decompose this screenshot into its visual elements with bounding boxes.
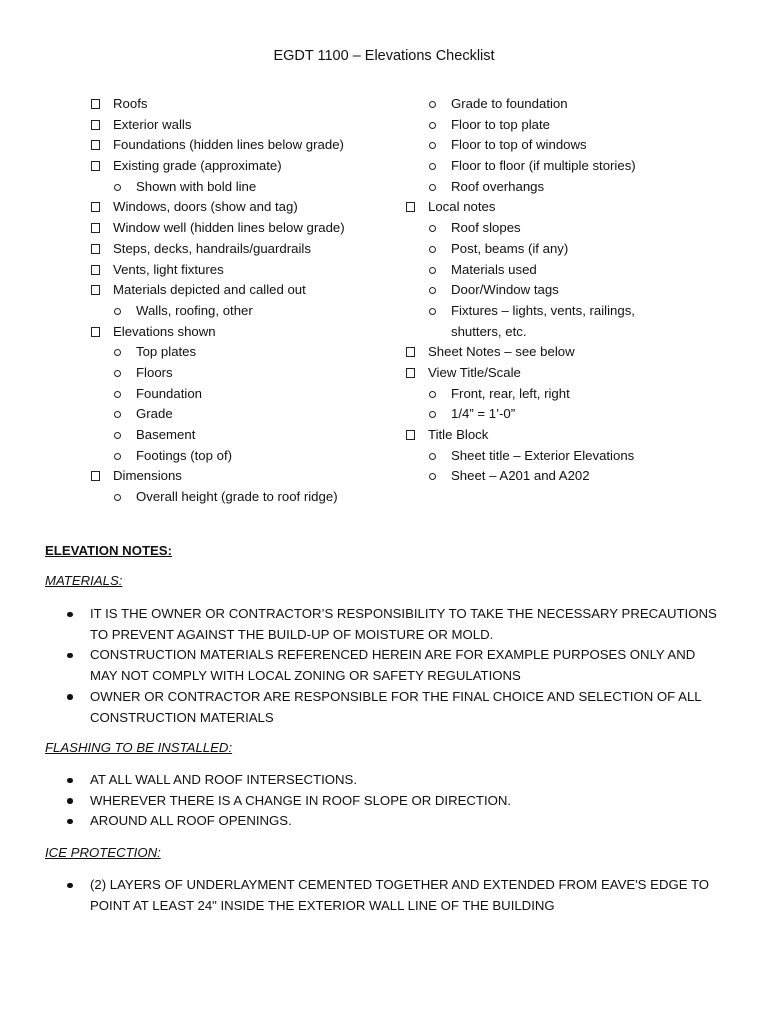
- circle-bullet-icon: [429, 453, 436, 460]
- checkbox-icon[interactable]: [406, 347, 415, 357]
- checklist-item-label: Door/Window tags: [451, 282, 559, 298]
- circle-bullet-icon: [114, 349, 121, 356]
- checklist-subitem: [90, 425, 390, 446]
- checklist-subitem: [405, 466, 705, 487]
- checklist-item[interactable]: [405, 425, 705, 446]
- note-bullet-item: [62, 687, 722, 728]
- circle-bullet-icon: [429, 391, 436, 398]
- circle-bullet-icon: [429, 308, 436, 315]
- bullet-dot-icon: [67, 819, 73, 825]
- checklist-subitem: [405, 322, 705, 343]
- checklist-subitem: [90, 487, 390, 508]
- circle-bullet-icon: [429, 246, 436, 253]
- checklist-item-label: Post, beams (if any): [451, 240, 569, 256]
- circle-bullet-icon: [429, 225, 436, 232]
- checkbox-icon[interactable]: [91, 161, 100, 171]
- bullet-dot-icon: [67, 778, 73, 784]
- checklist-item[interactable]: [90, 156, 390, 177]
- checklist-item[interactable]: [90, 322, 390, 343]
- checklist-item-label: Vents, light fixtures: [113, 261, 224, 277]
- checklist-item-label: Materials used: [451, 261, 537, 277]
- checkbox-icon[interactable]: [406, 368, 415, 378]
- checklist-item-label: Footings (top of): [136, 447, 233, 463]
- checklist-subitem: [405, 260, 705, 281]
- checklist-subitem: [405, 239, 705, 260]
- note-text: CONSTRUCTION MATERIALS REFERENCED HEREIN ARE FOR EXAMPLE PURPOSES ONLY AND MAY NOT COMPLY WITH LOCAL ZONING OR SAFETY REGULATIONS: [90, 647, 696, 684]
- checklist-item[interactable]: [405, 342, 705, 363]
- checklist-item-label: Grade to foundation: [451, 96, 568, 111]
- note-bullet-item: [62, 811, 722, 832]
- checklist-item-label: Local notes: [428, 199, 496, 215]
- checklist-item[interactable]: [90, 135, 390, 156]
- checklist-item-label: Sheet title – Exterior Elevations: [451, 447, 635, 463]
- checklist-item-label: Roof slopes: [451, 220, 521, 236]
- checklist-item-label: Foundation: [136, 385, 202, 401]
- checklist-subitem: [405, 301, 705, 322]
- checklist-item[interactable]: [90, 218, 390, 239]
- checkbox-icon[interactable]: [91, 99, 100, 109]
- checklist-subitem: [90, 301, 390, 322]
- checklist-item-label: Sheet – A201 and A202: [451, 468, 590, 484]
- checkbox-icon[interactable]: [91, 265, 100, 275]
- circle-bullet-icon: [114, 308, 121, 315]
- checklist-subitem: [405, 404, 705, 425]
- checklist-item-label: Walls, roofing, other: [136, 302, 253, 318]
- checklist-subitem: [405, 94, 705, 115]
- checklist-item-label: Sheet Notes – see below: [428, 344, 575, 360]
- note-text: AT ALL WALL AND ROOF INTERSECTIONS.: [90, 772, 357, 787]
- checklist-subitem: [405, 156, 705, 177]
- checklist-item-label: Overall height (grade to roof ridge): [136, 489, 338, 505]
- checklist-item-label: Foundations (hidden lines below grade): [113, 137, 344, 153]
- checkbox-icon[interactable]: [91, 285, 100, 295]
- checklist-left-column: [90, 94, 390, 508]
- circle-bullet-icon: [429, 101, 436, 108]
- checklist-item[interactable]: [405, 197, 705, 218]
- checklist-item-label: Basement: [136, 427, 196, 442]
- note-bullet-item: [62, 645, 722, 686]
- checklist-item-label: Floor to top of windows: [451, 137, 587, 153]
- note-text: WHEREVER THERE IS A CHANGE IN ROOF SLOPE OR DIRECTION.: [90, 792, 512, 808]
- checklist-item-label: Floors: [136, 364, 173, 380]
- checkbox-icon[interactable]: [91, 223, 100, 233]
- checklist-item[interactable]: [90, 239, 390, 260]
- circle-bullet-icon: [429, 287, 436, 294]
- checkbox-icon[interactable]: [91, 327, 100, 337]
- circle-bullet-icon: [429, 122, 436, 129]
- circle-bullet-icon: [429, 267, 436, 274]
- circle-bullet-icon: [429, 142, 436, 149]
- note-text: (2) LAYERS OF UNDERLAYMENT CEMENTED TOGETHER AND EXTENDED FROM EAVE'S EDGE TO POINT AT LEAST 24" INSIDE THE EXTERIOR WALL LINE OF THE BUILDING: [90, 877, 710, 913]
- checkbox-icon[interactable]: [91, 244, 100, 254]
- checklist-item-label: Floor to floor (if multiple stories): [451, 158, 636, 174]
- checklist-item-label: Existing grade (approximate): [113, 158, 282, 174]
- note-bullet-item: [62, 791, 722, 812]
- note-text: IT IS THE OWNER OR CONTRACTOR’S RESPONSIBILITY TO TAKE THE NECESSARY PRECAUTIONS TO PREVENT AGAINST THE BUILD-UP OF MOISTURE OR MOLD.: [90, 606, 717, 642]
- checklist-subitem: [405, 135, 705, 156]
- checklist-item[interactable]: [90, 280, 390, 301]
- checklist-item[interactable]: [90, 260, 390, 281]
- checklist-item-label: Shown with bold line: [136, 178, 257, 194]
- checklist-subitem: [405, 218, 705, 239]
- circle-bullet-icon: [114, 453, 121, 460]
- checklist-item[interactable]: [405, 363, 705, 384]
- checkbox-icon[interactable]: [91, 202, 100, 212]
- checklist-item-label: shutters, etc.: [451, 323, 527, 339]
- flashing-heading: FLASHING TO BE INSTALLED:: [45, 740, 233, 755]
- circle-bullet-icon: [114, 432, 121, 439]
- flashing-list: [62, 770, 722, 832]
- checklist-item-label: Floor to top plate: [451, 116, 550, 132]
- checklist-subitem: [90, 363, 390, 384]
- checklist-item-label: Grade: [136, 406, 173, 422]
- checklist-subitem: [405, 115, 705, 136]
- checklist-item-label: Windows, doors (show and tag): [113, 199, 298, 215]
- note-bullet-item: [62, 604, 722, 645]
- checklist-item-label: Window well (hidden lines below grade): [113, 220, 345, 236]
- circle-bullet-icon: [429, 163, 436, 170]
- note-bullet-item: [62, 875, 722, 916]
- checklist-item[interactable]: [90, 466, 390, 487]
- bullet-dot-icon: [67, 653, 73, 659]
- checklist-item-label: Materials depicted and called out: [113, 282, 306, 298]
- checklist-subitem: [90, 404, 390, 425]
- checklist-item[interactable]: [90, 115, 390, 136]
- circle-bullet-icon: [114, 184, 121, 191]
- checklist-item-label: Roof overhangs: [451, 178, 545, 194]
- page-title: EGDT 1100 – Elevations Checklist: [273, 48, 495, 64]
- checklist-item[interactable]: [90, 197, 390, 218]
- circle-bullet-icon: [429, 184, 436, 191]
- checklist-item-label: Dimensions: [113, 468, 182, 484]
- bullet-dot-icon: [67, 798, 73, 804]
- circle-bullet-icon: [429, 411, 436, 418]
- checklist-item-label: Title Block: [428, 427, 489, 442]
- checkbox-icon[interactable]: [91, 140, 100, 150]
- note-text: AROUND ALL ROOF OPENINGS.: [90, 813, 292, 829]
- ice-protection-list: [62, 875, 722, 916]
- checkbox-icon[interactable]: [406, 430, 415, 440]
- checklist-subitem: [90, 342, 390, 363]
- checklist-item-label: 1/4” = 1’-0”: [451, 406, 516, 422]
- bullet-dot-icon: [67, 883, 73, 889]
- checklist-subitem: [405, 280, 705, 301]
- note-bullet-item: [62, 770, 722, 791]
- checklist-subitem: [90, 177, 390, 198]
- checkbox-icon[interactable]: [91, 120, 100, 130]
- bullet-dot-icon: [67, 612, 73, 618]
- checklist-subitem: [405, 384, 705, 405]
- checklist-item[interactable]: [90, 94, 390, 115]
- checklist-right-column: [405, 94, 705, 487]
- bullet-dot-icon: [67, 694, 73, 700]
- checklist-item-label: Exterior walls: [113, 116, 192, 132]
- checklist-item-label: Fixtures – lights, vents, railings,: [451, 302, 635, 318]
- checklist-subitem: [90, 384, 390, 405]
- checklist-subitem: [405, 177, 705, 198]
- checklist-item-label: Roofs: [113, 96, 148, 111]
- checklist-subitem: [405, 446, 705, 467]
- checklist-item-label: Front, rear, left, right: [451, 385, 570, 401]
- note-text: OWNER OR CONTRACTOR ARE RESPONSIBLE FOR THE FINAL CHOICE AND SELECTION OF ALL CONSTRUCTION MATERIALS: [90, 688, 702, 725]
- materials-list: [62, 604, 722, 728]
- checklist-item-label: Top plates: [136, 344, 197, 360]
- checklist-subitem: [90, 446, 390, 467]
- checkbox-icon[interactable]: [406, 202, 415, 212]
- checklist-item-label: View Title/Scale: [428, 364, 521, 380]
- materials-heading: MATERIALS:: [45, 573, 123, 588]
- checkbox-icon[interactable]: [91, 471, 100, 481]
- elevation-notes-heading: ELEVATION NOTES:: [45, 543, 172, 558]
- checklist-item-label: Elevations shown: [113, 323, 216, 339]
- circle-bullet-icon: [114, 391, 121, 398]
- checklist-item-label: Steps, decks, handrails/guardrails: [113, 240, 311, 256]
- circle-bullet-icon: [114, 494, 121, 501]
- circle-bullet-icon: [114, 411, 121, 418]
- circle-bullet-icon: [114, 370, 121, 377]
- circle-bullet-icon: [429, 473, 436, 480]
- ice-protection-heading: ICE PROTECTION:: [45, 845, 161, 860]
